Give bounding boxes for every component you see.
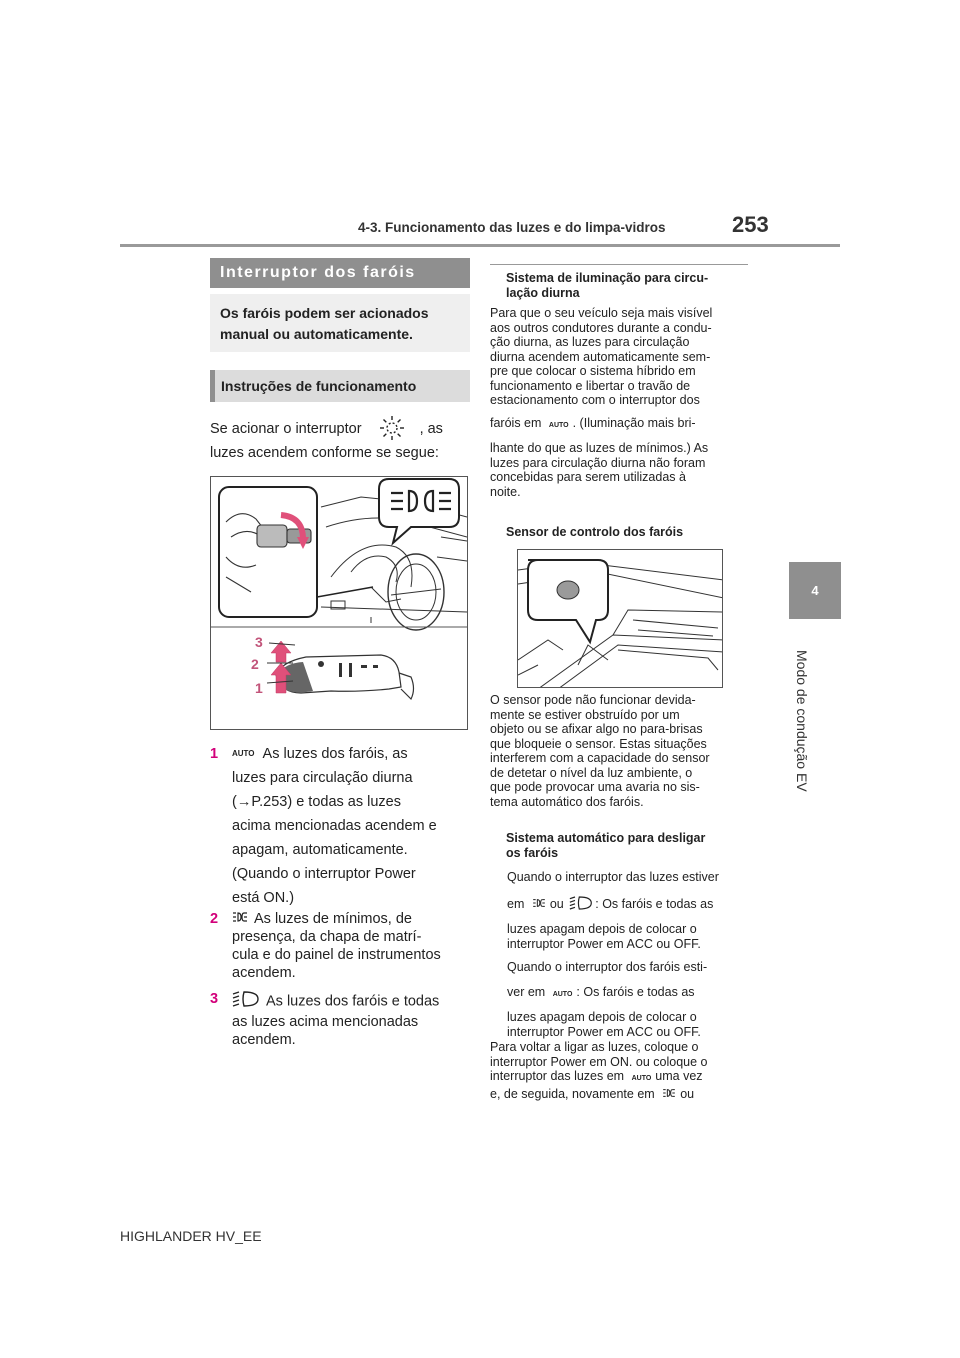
auto-icon: AUTO: [631, 1075, 652, 1082]
intro-part1: Se acionar o interruptor: [210, 421, 362, 437]
sub-heading: Instruções de funcionamento: [210, 370, 470, 402]
headlight-icon: [232, 990, 260, 1013]
para-line: que pode provocar uma avaria no sis-: [490, 780, 700, 794]
item-line: as luzes acima mencionadas: [232, 1014, 419, 1030]
figure-label-1: 1: [255, 680, 263, 696]
para-line: mente se estiver obstruído por um: [490, 707, 680, 722]
header-rule: [120, 244, 840, 247]
sensor-paragraph: [490, 693, 748, 809]
text-segment: . (Iluminação mais bri-: [572, 415, 696, 430]
list-item: [210, 990, 465, 1049]
para-line: O sensor pode não funcionar devida-: [490, 693, 696, 707]
heading-line: Sensor de controlo dos faróis: [506, 525, 684, 539]
para-line: noite.: [490, 484, 521, 499]
intro-text: [210, 417, 475, 465]
headlight-switch-figure: [210, 476, 468, 730]
para-line: interruptor Power em ACC ou OFF.: [507, 1024, 701, 1039]
summary-box: [210, 294, 470, 352]
item-number: 2: [210, 911, 219, 927]
para-line: ção diurna, as luzes para circulação: [490, 335, 690, 349]
para-line: [507, 895, 749, 915]
section-rule: [490, 264, 748, 265]
figure-label-3: 3: [255, 634, 263, 650]
switch-illustration: [211, 477, 468, 730]
parking-lights-icon: [532, 897, 546, 912]
item-line: acima mencionadas acendem e: [232, 818, 437, 835]
summary-line: manual ou automaticamente.: [220, 326, 413, 342]
section-heading: Interruptor dos faróis: [210, 258, 470, 288]
auto-icon: AUTO: [548, 421, 569, 429]
para-line: estacionamento com o interruptor dos: [490, 393, 700, 407]
text-segment: : Os faróis e todas as: [595, 896, 714, 911]
auto-off-paragraph-1: [507, 870, 749, 951]
para-line: objeto ou se afixar algo no para-brisas: [490, 722, 703, 736]
chapter-side-label: [794, 650, 814, 890]
para-line: Para que o seu veículo seja mais visível: [490, 306, 713, 320]
drl-heading: [490, 271, 748, 301]
figure-label-2: 2: [251, 656, 259, 672]
auto-off-paragraph-3: [490, 1040, 748, 1101]
item-line: As luzes dos faróis e todas: [266, 993, 440, 1010]
para-line: [490, 1087, 748, 1102]
list-item: [210, 742, 465, 910]
para-line: Quando o interruptor das luzes estiver: [507, 870, 719, 884]
heading-line: lação diurna: [506, 286, 580, 300]
item-line: As luzes de mínimos, de: [254, 911, 412, 927]
item-line: (→P.253) e todas as luzes: [232, 794, 401, 811]
para-line: luzes para circulação diurna não foram: [490, 455, 706, 470]
para-line: pre que colocar o sistema híbrido em: [490, 364, 696, 378]
sensor-heading: [490, 525, 748, 540]
chapter-tab[interactable]: 4: [789, 562, 841, 619]
item-line: (Quando o interruptor Power: [232, 866, 416, 883]
item-line: cula e do painel de instrumentos: [232, 947, 441, 964]
text-segment: interruptor das luzes em: [490, 1069, 625, 1083]
sensor-illustration: [518, 550, 723, 688]
text-segment: : Os faróis e todas as: [576, 984, 695, 999]
text-segment: em: [507, 896, 525, 911]
item-number: 1: [210, 746, 219, 762]
para-line: luzes apagam depois de colocar o: [507, 1010, 697, 1024]
parking-lights-icon: [662, 1087, 676, 1102]
drl-paragraph: [490, 306, 748, 499]
light-off-icon: [366, 422, 420, 436]
text-segment: uma vez: [655, 1069, 703, 1083]
item-line: está ON.): [232, 890, 295, 907]
item-line: apagam, automaticamente.: [232, 842, 408, 859]
auto-icon: AUTO: [232, 749, 255, 759]
intro-line2: luzes acendem conforme se segue:: [210, 445, 439, 461]
auto-icon: AUTO: [552, 990, 573, 998]
section-title: 4-3. Funcionamento das luzes e do limpa-vidros: [358, 220, 666, 235]
list-item: [210, 910, 465, 982]
para-line: [507, 985, 749, 1003]
item-line: acendem.: [232, 1032, 296, 1048]
page-number: 253: [732, 212, 769, 237]
para-line: interruptor Power em ON. ou coloque o: [490, 1054, 708, 1069]
auto-off-heading: [490, 831, 748, 861]
para-line: Quando o interruptor dos faróis esti-: [507, 960, 708, 974]
text-segment: ou: [680, 1086, 695, 1101]
text-segment: e, de seguida, novamente em: [490, 1086, 655, 1101]
para-line: Para voltar a ligar as luzes, coloque o: [490, 1040, 699, 1054]
para-line: luzes apagam depois de colocar o: [507, 922, 697, 936]
heading-line: Sistema automático para desligar: [506, 831, 706, 845]
item-line: acendem.: [232, 965, 296, 982]
para-line: tema automático dos faróis.: [490, 794, 644, 809]
item-line: luzes para circulação diurna: [232, 770, 413, 787]
para-line: concebidas para serem utilizadas à: [490, 470, 686, 484]
text-segment: faróis em: [490, 415, 542, 430]
para-line: lhante do que as luzes de mínimos.) As: [490, 441, 709, 455]
para-line: que bloqueie o sensor. Estas situações: [490, 736, 707, 751]
para-line: [490, 1069, 748, 1087]
para-line: de detetar o nível da luz ambiente, o: [490, 765, 693, 780]
heading-line: os faróis: [506, 846, 559, 860]
para-line: [490, 416, 748, 434]
footer-model: HIGHLANDER HV_EE: [120, 1228, 262, 1244]
para-line: diurna acendem automaticamente sem-: [490, 349, 711, 364]
summary-line: Os faróis podem ser acionados: [220, 305, 429, 321]
text-segment: ver em: [507, 984, 546, 999]
headlight-sensor-figure: [517, 549, 723, 688]
para-line: interferem com a capacidade do sensor: [490, 751, 710, 765]
text-segment: ou: [549, 896, 564, 911]
auto-off-paragraph-2: [507, 960, 749, 1039]
item-number: 3: [210, 991, 219, 1007]
para-line: funcionamento e libertar o travão de: [490, 378, 691, 393]
item-line: presença, da chapa de matrí-: [232, 929, 422, 946]
item-line: As luzes dos faróis, as: [262, 746, 408, 762]
headlight-icon: [569, 895, 593, 915]
chapter-label-text: Modo de condução EV: [794, 650, 810, 792]
parking-lights-icon: [232, 910, 248, 928]
heading-line: Sistema de iluminação para circu-: [506, 271, 709, 285]
para-line: aos outros condutores durante a condu-: [490, 320, 712, 335]
para-line: interruptor Power em ACC ou OFF.: [507, 936, 701, 951]
intro-part2: , as: [419, 421, 443, 437]
